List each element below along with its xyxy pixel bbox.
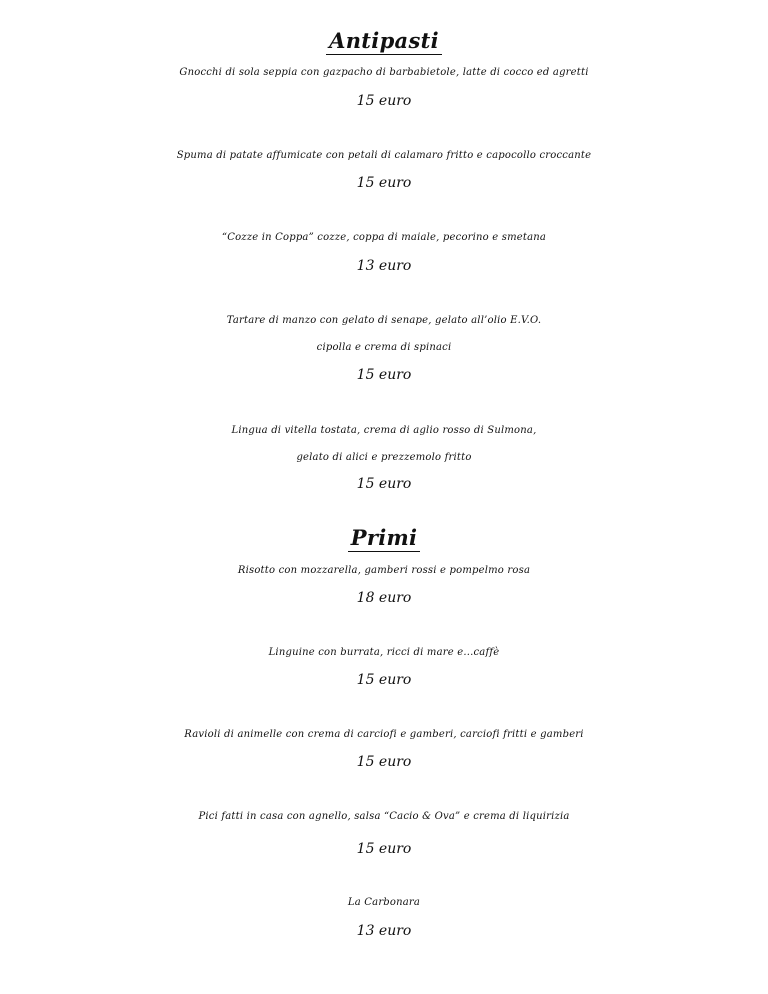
dish-price: 15 euro	[356, 672, 412, 688]
dish-name: Linguine con burrata, ricci di mare e...caffè	[268, 647, 500, 658]
dish-price: 15 euro	[356, 476, 412, 492]
dish-name: Risotto con mozzarella, gamberi rossi e pompelmo rosa	[237, 565, 531, 576]
dish-price: 15 euro	[356, 175, 412, 191]
dish-name: Tartare di manzo con gelato di senape, gelato all’olio E.V.O.	[226, 315, 542, 326]
dish-price: 13 euro	[356, 258, 412, 274]
dish-price: 15 euro	[356, 841, 412, 857]
dish-name: Spuma di patate affumicate con petali di calamaro fritto e capocollo croccante	[176, 150, 592, 161]
dish-name: Ravioli di animelle con crema di carciofi e gamberi, carciofi fritti e gamberi	[184, 729, 584, 740]
dish-name: Lingua di vitella tostata, crema di aglio rosso di Sulmona,	[231, 425, 537, 436]
dish-name-continued: gelato di alici e prezzemolo fritto	[296, 452, 472, 463]
section-title-antipasti: Antipasti	[0, 28, 768, 55]
dish-name-continued: cipolla e crema di spinaci	[316, 342, 452, 353]
dish-name: “Cozze in Coppa” cozze, coppa di maiale, pecorino e smetana	[221, 232, 547, 243]
dish-price: 15 euro	[356, 93, 412, 109]
dish-price: 15 euro	[356, 754, 412, 770]
dish-name: Gnocchi di sola seppia con gazpacho di barbabietole, latte di cocco ed agretti	[179, 67, 589, 78]
section-title-primi: Primi	[0, 525, 768, 552]
dish-price: 13 euro	[356, 923, 412, 939]
dish-name: Pici fatti in casa con agnello, salsa “Cacio & Ova” e crema di liquirizia	[198, 811, 570, 822]
dish-price: 18 euro	[356, 590, 412, 606]
dish-price: 15 euro	[356, 367, 412, 383]
dish-name: La Carbonara	[347, 897, 421, 908]
